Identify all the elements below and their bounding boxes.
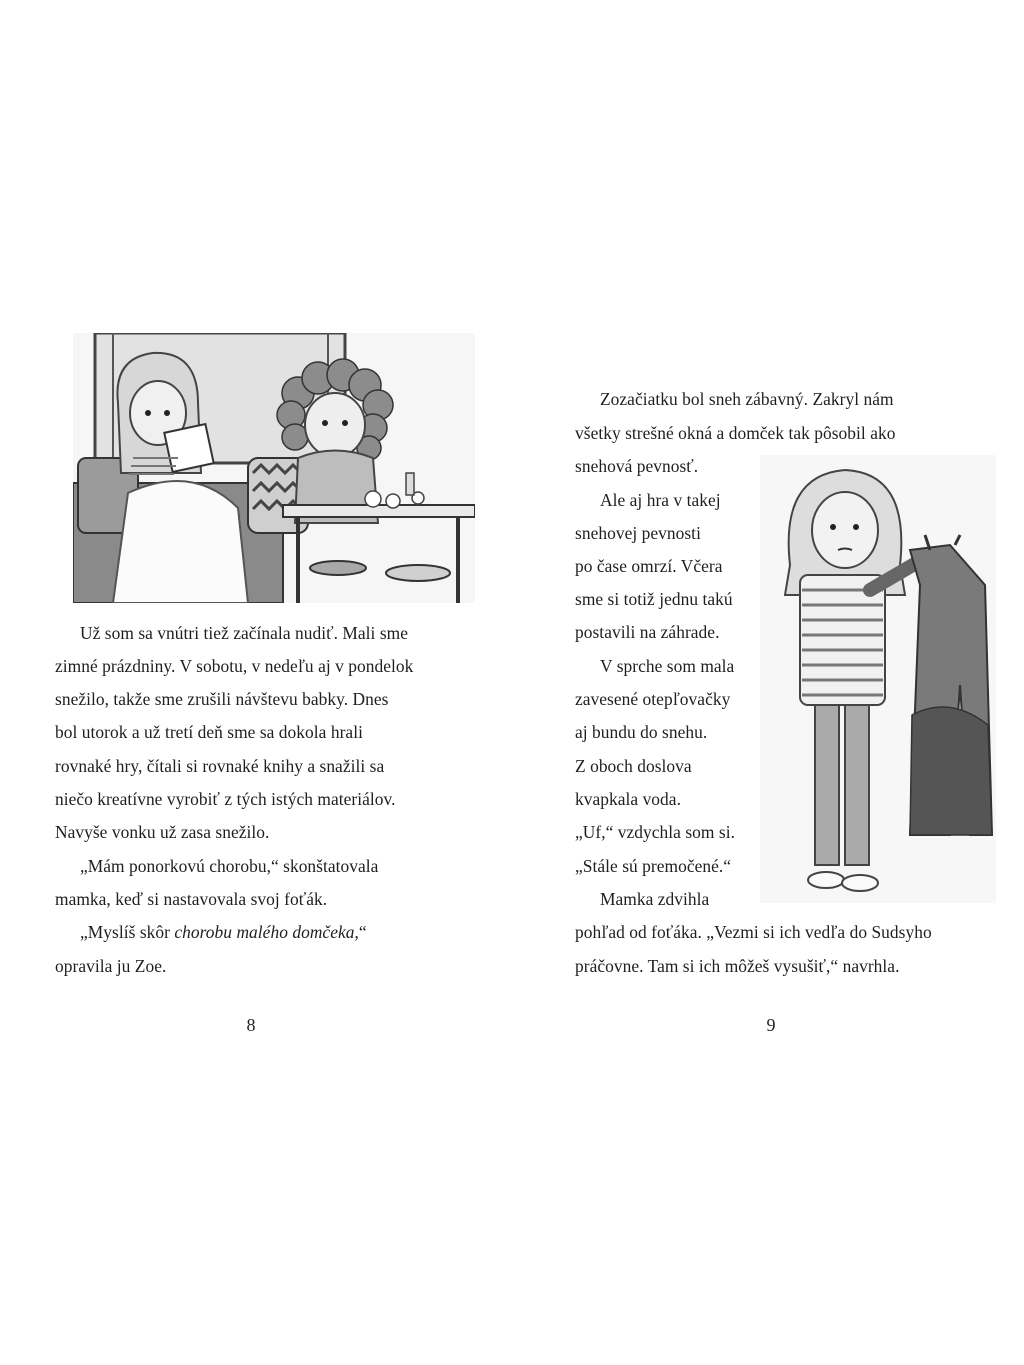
- text-line: Ale aj hra v takej: [600, 490, 721, 510]
- text-line: opravila ju Zoe.: [55, 956, 167, 976]
- text-line: snežilo, takže sme zrušili návštevu babky. Dnes: [55, 689, 389, 709]
- illustration-girls-crafting: [73, 333, 475, 603]
- text-line: „Stále sú premočené.“: [575, 856, 732, 876]
- text-line: zavesené otepľovačky: [575, 689, 731, 709]
- text-span: „Myslíš skôr: [80, 922, 175, 942]
- text-line: mamka, keď si nastavovala svoj foťák.: [55, 889, 328, 909]
- text-line: zimné prázdniny. V sobotu, v nedeľu aj v pondelok: [55, 656, 414, 676]
- text-line: po čase omrzí. Včera: [575, 556, 723, 576]
- text-line: „Mám ponorkovú chorobu,“ skonštatovala: [80, 856, 379, 876]
- page-number: 8: [246, 1015, 256, 1035]
- text-line: postavili na záhrade.: [575, 622, 720, 642]
- text-line: kvapkala voda.: [575, 789, 681, 809]
- italic-phrase: chorobu malého domčeka: [174, 922, 355, 942]
- text-line: Už som sa vnútri tiež začínala nudiť. Mali sme: [80, 623, 408, 643]
- text-line: pohľad od foťáka. „Vezmi si ich vedľa do Sudsyho: [575, 922, 932, 942]
- text-line: Z oboch doslova: [575, 756, 692, 776]
- text-line: práčovne. Tam si ich môžeš vysušiť,“ navrhla.: [575, 956, 900, 976]
- text-line: Zozačiatku bol sneh zábavný. Zakryl nám: [600, 389, 894, 409]
- text-line: V sprche som mala: [600, 656, 735, 676]
- illustration-girl-with-overalls-drawing: [760, 455, 996, 903]
- text-line: snehovej pevnosti: [575, 523, 701, 543]
- text-line: Mamka zdvihla: [600, 889, 710, 909]
- text-line: aj bundu do snehu.: [575, 722, 708, 742]
- text-line: Navyše vonku už zasa snežilo.: [55, 822, 270, 842]
- text-line: „Uf,“ vzdychla som si.: [575, 822, 735, 842]
- text-line: všetky strešné okná a domček tak pôsobil ako: [575, 423, 896, 443]
- text-line: niečo kreatívne vyrobiť z tých istých materiálov.: [55, 789, 396, 809]
- page-number: 9: [766, 1015, 776, 1035]
- text-line: snehová pevnosť.: [575, 456, 699, 476]
- text-line: [80, 922, 367, 942]
- illustration-girls-crafting-drawing: [73, 333, 475, 603]
- right-page: [512, 0, 1024, 1365]
- text-span: ,“: [354, 922, 367, 942]
- illustration-girl-with-overalls: [760, 455, 996, 903]
- text-line: rovnaké hry, čítali si rovnaké knihy a snažili sa: [55, 756, 385, 776]
- text-line: sme si totiž jednu takú: [575, 589, 733, 609]
- text-line: bol utorok a už tretí deň sme sa dokola hrali: [55, 722, 363, 742]
